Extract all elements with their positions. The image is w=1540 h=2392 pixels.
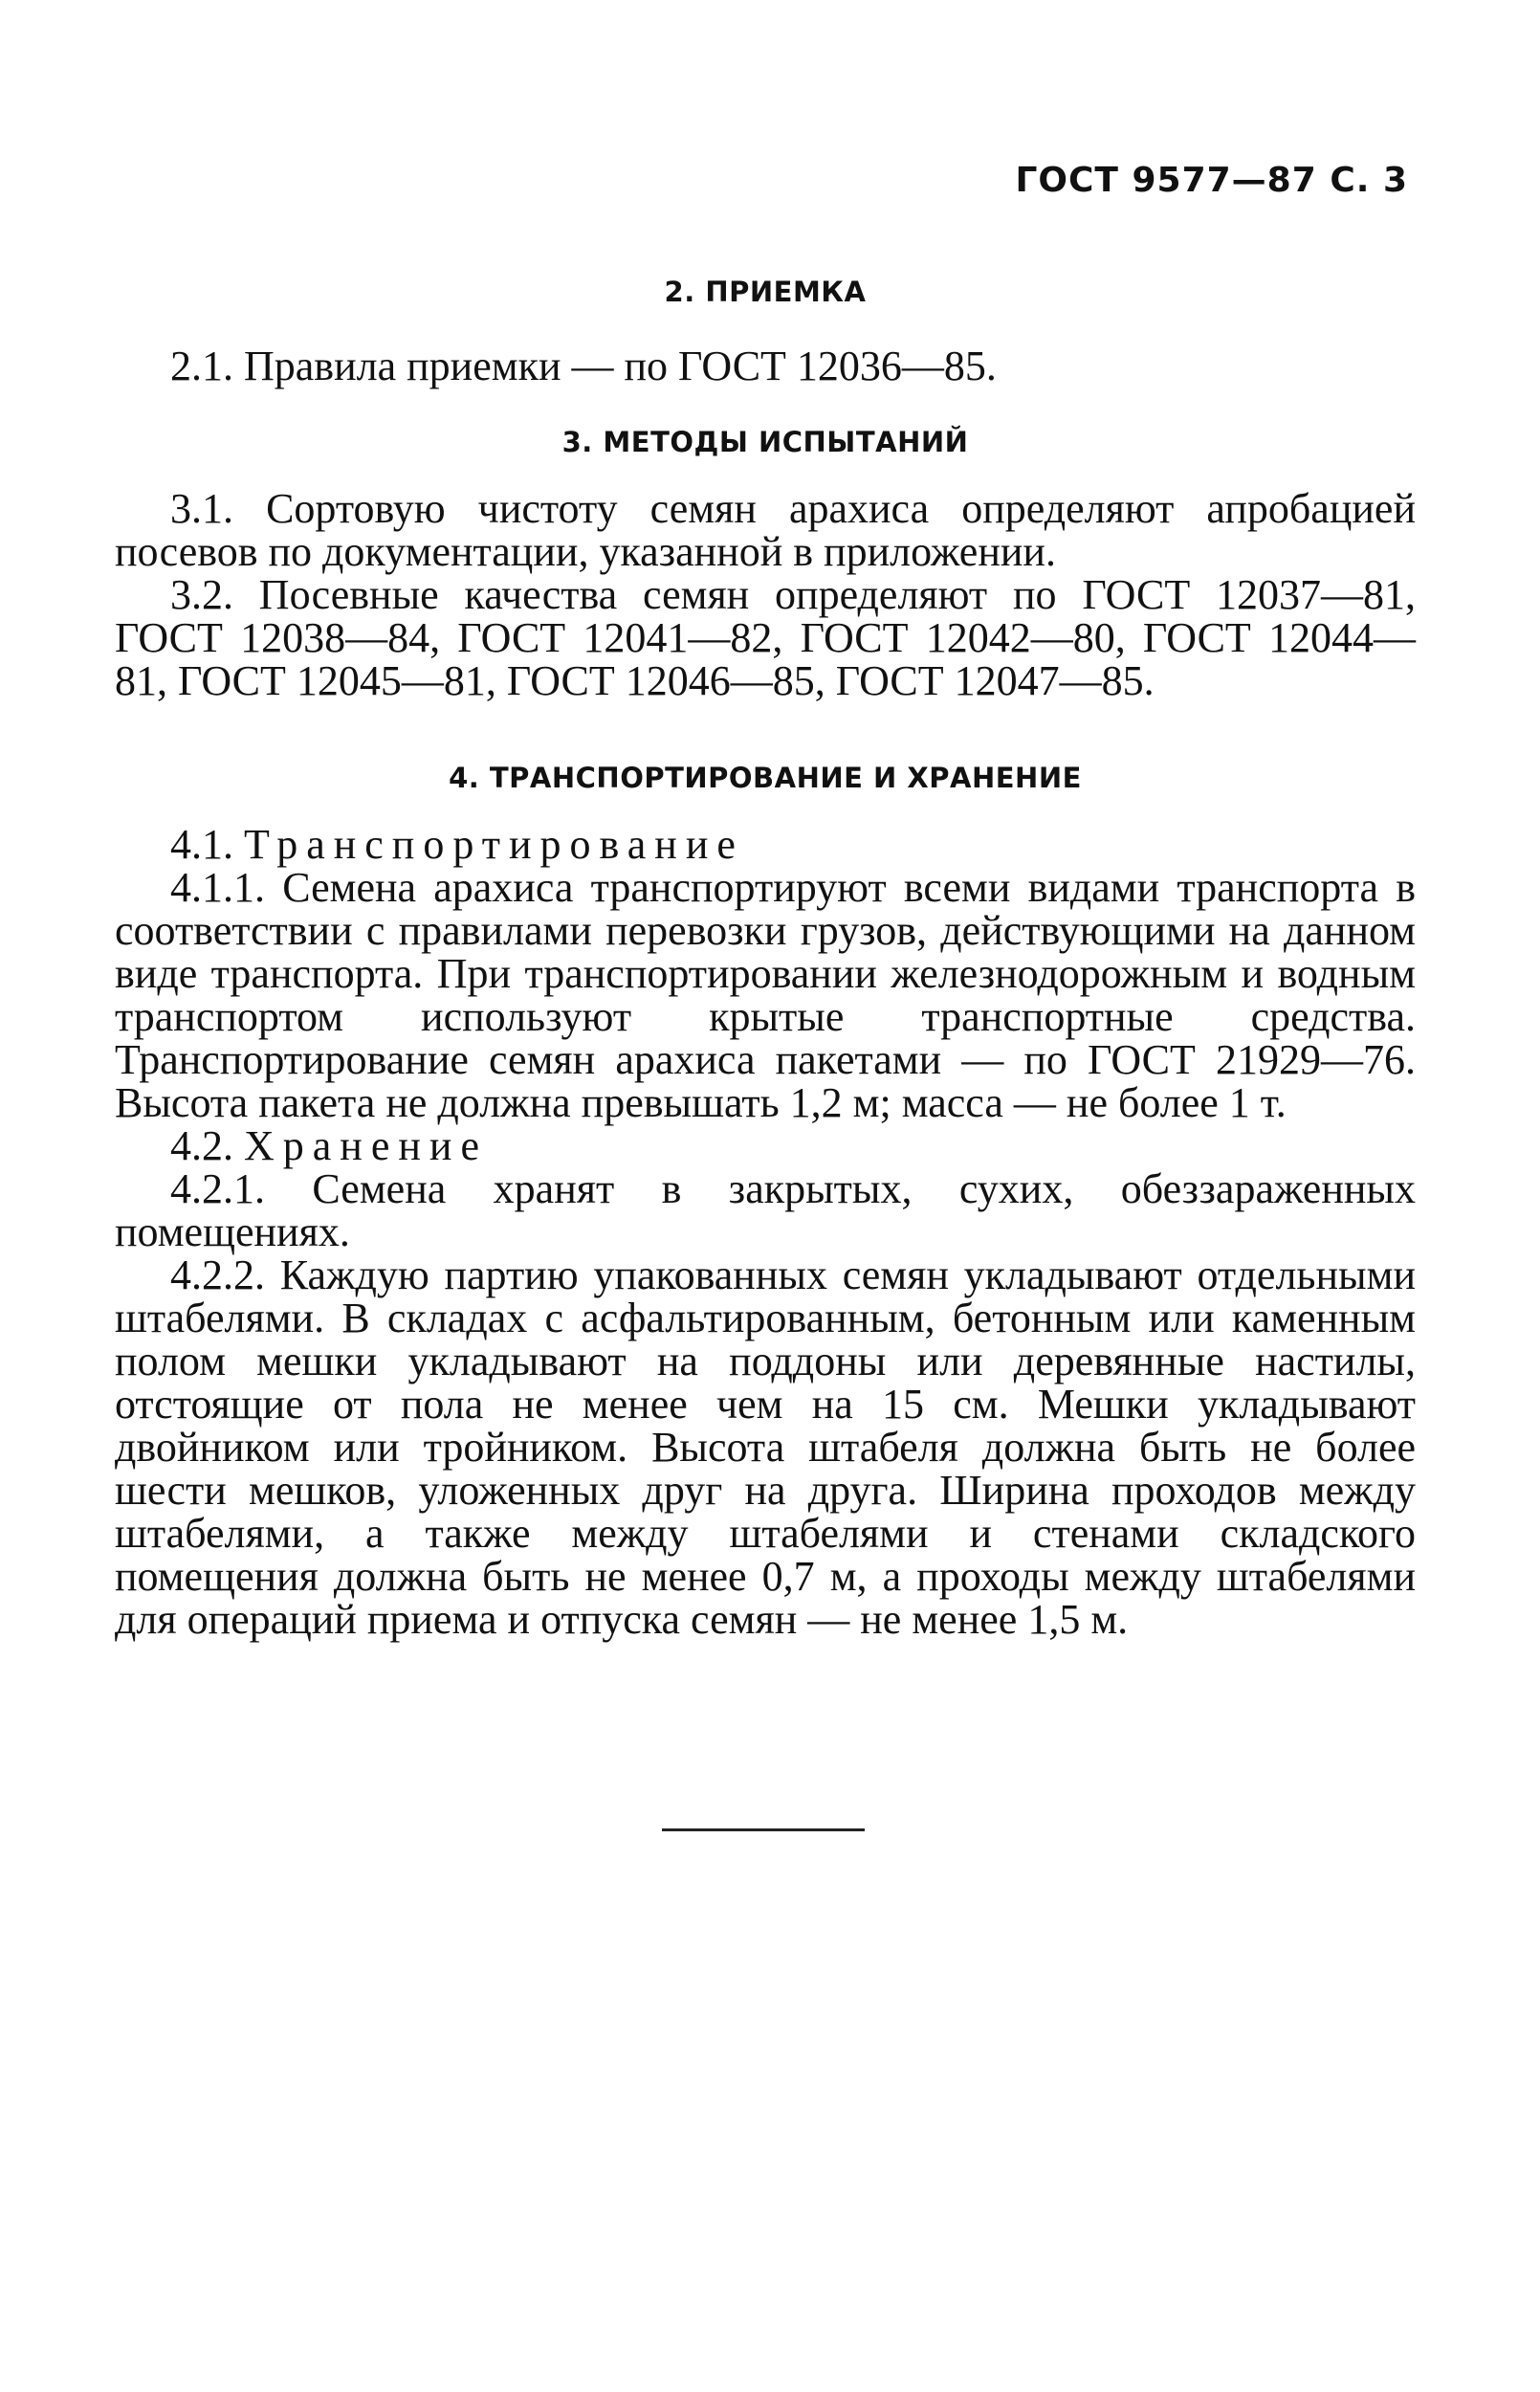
paragraph-3-1: 3.1. Сортовую чистоту семян арахиса определяют апробацией посевов по документации, указанной в приложении. xyxy=(115,485,1416,575)
paragraph-2-1: 2.1. Правила приемки — по ГОСТ 12036—85. xyxy=(170,343,997,389)
section-heading-test-methods: 3. МЕТОДЫ ИСПЫТАНИЙ xyxy=(561,426,969,458)
running-header: ГОСТ 9577—87 С. 3 xyxy=(1015,161,1408,200)
subsection-number-4-2: 4.2. xyxy=(170,1122,233,1169)
document-body xyxy=(115,258,1416,1641)
paragraph-4-1-1: 4.1.1. Семена арахиса транспортируют всеми видами транспорта в соответствии с правилами перевозки грузов, действующими на данном виде транспорта. При транспортировании железнодорожным и водным транспортом используют крытые транспортные средства. Транспортирование семян арахиса пакетами — по ГОСТ 21929—76. Высота пакета не должна превышать 1,2 м; масса — не более 1 т. xyxy=(115,864,1416,1126)
subsection-title-storage-text: Хранение xyxy=(244,1122,489,1169)
subsection-title-transport xyxy=(115,823,1416,866)
subsection-number-4-1: 4.1. xyxy=(170,821,233,868)
section-heading-transport-storage: 4. ТРАНСПОРТИРОВАНИЕ И ХРАНЕНИЕ xyxy=(449,762,1082,794)
section-heading-acceptance: 2. ПРИЕМКА xyxy=(664,276,867,308)
subsection-title-transport-text: Транспортирование xyxy=(244,821,744,868)
subsection-title-storage xyxy=(115,1124,1416,1167)
section-test-methods xyxy=(115,426,1416,702)
paragraph-3-2: 3.2. Посевные качества семян определяют по ГОСТ 12037—81, ГОСТ 12038—84, ГОСТ 12041—82, ГОСТ 12042—80, ГОСТ 12044—81, ГОСТ 12045—81, ГОСТ 12046—85, ГОСТ 12047—85. xyxy=(115,571,1416,704)
paragraph-4-2-1: 4.2.1. Семена хранят в закрытых, сухих, обеззараженных помещениях. xyxy=(115,1165,1416,1255)
section-transport-storage xyxy=(115,762,1416,1641)
section-acceptance xyxy=(115,276,1416,388)
paragraph-4-2-2: 4.2.2. Каждую партию упакованных семян укладывают отдельными штабелями. В складах с асфальтированным, бетонным или каменным полом мешки укладывают на поддоны или деревянные настилы, отстоящие от пола не менее чем на 15 см. Мешки укладывают двойником или тройником. Высота штабеля должна быть не более шести мешков, уложенных друг на друга. Ширина проходов между штабелями, а также между штабелями и стенами складского помещения должна быть не менее 0,7 м, а проходы между штабелями для операций приема и отпуска семян — не менее 1,5 м. xyxy=(115,1251,1416,1643)
end-of-text-rule xyxy=(662,1828,865,1831)
